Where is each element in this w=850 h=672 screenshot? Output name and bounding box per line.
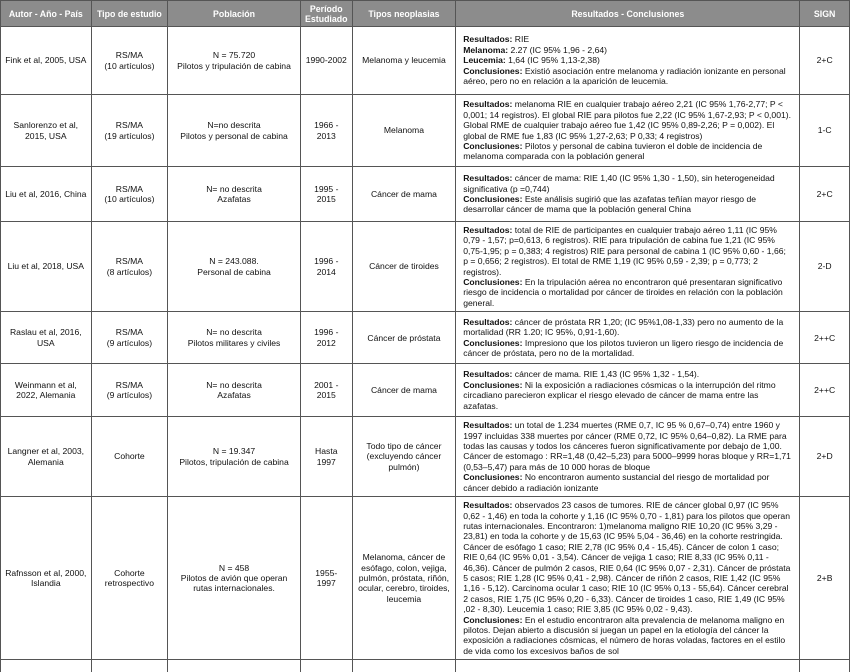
result-text: 1,64 (IC 95% 1,13-2,38) [505,55,600,66]
periodo-cell: 1966 - 2013 [300,95,352,167]
result-label: Melanoma: [463,44,509,55]
result-text: No encontraron aumento sustancial del riesgo de mortalidad por cáncer debido a radiación ionizante [463,472,770,493]
result-line [463,34,791,44]
result-label: Conclusiones: [463,379,523,390]
table-row [1,417,850,497]
tipo-line: RS/MA [115,120,143,131]
sign-cell: 2+D [800,417,850,497]
table-row [1,312,850,364]
result-text: cáncer de mama: RIE 1,40 (IC 95% 1,30 - 1,50), sin heterogeneidad significativa (p =0,744) [463,173,775,194]
periodo-cell: Hasta 1997 [300,417,352,497]
result-text: observados 23 casos de tumores. RIE de cáncer global 0,97 (IC 95% 0,62 - 1,46) en toda la cohorte y 1,16 (IC 95% 0,70 - 1,81) para los pilotos que operan rutas internacionales. Encontraron: 1)melanoma maligno RIE 10,20 (IC 95% 3,29 - 23,81) en toda la cohorte y de 15,63 (IC 95% 5,04 - 36,46) en la cohorte restringida. Cáncer de esófago 1 caso; RIE 2,78 (IC 95% 0,4 - 15,45). Cáncer de colon 1 caso; RIE 0,64 (IC 95% 0,01 - 3,54). Cáncer de vejiga 1 caso; RIE 8,33 (IC 95% 0,11 - 46,36). Cáncer de pulmón 2 casos, RIE 0,64 (IC 95% 0,07 - 2,31). Cáncer de próstata 5 casos; RIE 1,28 (IC 95% 0,41 - 2,98). Cáncer de riñón 2 casos, RIE 1,42 (IC 95% 1,16 - 5,12). Carcinoma ocular 1 caso; RIE 10 (IC 95% 0,13 - 55,64). Cáncer cerebral 2 casos, RIE 1,75 (IC 95% 0,20 - 6,33). Cáncer de tiroides 1 caso, RIE 1,49 (IC 95% ,02 - 8,30). Leucemia 1 caso; RIE 3,85 (IC 95% 0,02 - 9,43). [463,500,791,615]
neoplasias-cell: Melanoma y leucemia [352,27,456,95]
poblacion-line: N= no descrita [206,379,262,390]
tipo-cell [91,417,168,497]
result-label: Resultados: [463,500,513,511]
poblacion-line: N= no descrita [206,327,262,338]
tipo-line: RS/MA [115,50,143,61]
poblacion-line: N = 243.088. [209,256,259,267]
resultados-cell [456,364,800,417]
table-row [1,27,850,95]
poblacion-line: Azafatas [217,194,251,204]
result-line [463,66,791,87]
result-text: total de RIE de participantes en cualquier trabajo aéreo 1,11 (IC 95% 0,79 - 1,57; p=0,613, 6 registros). RIE para tripulación de cabina fue 1,21 (IC 95% 0,75-1,95; p = 0,383; 4 registros) RIE para personal de cabina 1 (IC 95% 0,60 - 1,66; p = 0,656; 2 registros). El total de RME 1,19 (IC 95% 0,59 - 2,39; p = 0,773; 2 registros). [463,225,786,277]
result-line [463,500,791,614]
result-label: Conclusiones: [463,65,523,76]
tipo-cell [91,312,168,364]
tipo-cell [91,95,168,167]
result-text: RIE [512,34,530,45]
result-text: cáncer de mama. RIE 1,43 (IC 95% 1,32 - 1,54). [512,369,700,380]
result-line [463,317,791,338]
result-label: Resultados: [463,34,513,45]
poblacion-line: N = 75.720 [212,50,256,61]
result-text: Pilotos y personal de cabina tuvieron el doble de incidencia de melanoma comparada con la población general [463,140,763,162]
tipo-line: Cohorte [114,567,145,578]
neoplasias-cell: Melanoma, cáncer de esófago, colon, vejiga, pulmón, próstata, riñón, ocular, cerebro, tiroides, leucemia [352,497,456,660]
periodo-cell: 1955- 1997 [300,497,352,660]
resultados-cell [456,497,800,660]
periodo-cell: 1996 - 2012 [300,312,352,364]
neoplasias-cell: Melanoma [352,95,456,167]
result-label: Conclusiones: [463,194,523,204]
autor-cell: Langner et al, 2003, Alemania [1,417,92,497]
periodo-cell: 1990-2002 [300,27,352,95]
result-label: Conclusiones: [463,614,523,625]
result-text: melanoma RIE en cualquier trabajo aéreo 2,21 (IC 95% 1,76-2,77; P < 0,001; 14 registros). El global RIE para pilotos fue 2,22 (IC 95% 1,67-2,93; P < 0,001). Global RME de cualquier trabajo aéreo fue 1,42 (IC 95% 0,89-2,26; P = 0,002). El global de RME fue 1,83 (IC 95% 1,27-2,63; P 0,33; 4 registros) [463,99,792,141]
header-sign: SIGN [800,1,850,27]
result-label: Resultados: [463,316,513,327]
poblacion-line: Pilotos y personal de cabina [180,130,288,141]
result-line [463,615,791,657]
poblacion-line: Pilotos militares y civiles [187,337,281,348]
header-row [1,1,850,27]
result-line [463,225,791,277]
empty-cell [352,660,456,672]
poblacion-cell [168,312,301,364]
result-text: un total de 1.234 muertes (RME 0,7, IC 95 % 0,67–0,74) entre 1960 y 1997 incluidas 338 muertes por cáncer (RME 0,72, IC 95% 0,64–0,82). La RME para todas las causas y todos los cánceres fueron significativamente por debajo de 1,00. Cáncer de estomago : RR=1,48 (0,42–5,23) para 5000–9999 horas bloque y RR=1,71 (0,53–5,47) para más de 10 000 horas de bloque [463,420,791,472]
sign-cell: 2-D [800,222,850,312]
poblacion-line: Personal de cabina [197,266,271,277]
result-label: Resultados: [463,173,513,184]
neoplasias-cell: Todo tipo de cáncer (excluyendo cáncer pulmón) [352,417,456,497]
result-text: En el estudio encontraron alta prevalencia de melanoma maligno en pilotos. Dejan abierto a discusión si juegan un papel en la etiología del cáncer la exposición a radiaciones cósmicas, el número de horas voladas, factores en el estilo de vida como los excesivos baños de sol [463,614,786,656]
sign-cell: 2++C [800,312,850,364]
empty-cell [800,660,850,672]
result-label: Leucemia: [463,55,506,66]
poblacion-line: N= no descrita [206,183,262,194]
sign-cell: 1-C [800,95,850,167]
poblacion-cell [168,27,301,95]
periodo-cell: 1995 - 2015 [300,167,352,222]
poblacion-line: N = 19.347 [212,446,256,457]
tipo-line: (9 artículos) [106,390,153,401]
table-row [1,95,850,167]
resultados-cell [456,417,800,497]
resultados-cell [456,312,800,364]
poblacion-line: Pilotos, tripulación de cabina [179,456,289,467]
autor-cell: Weinmann et al, 2022, Alemania [1,364,92,417]
poblacion-cell [168,417,301,497]
empty-cell [91,660,168,672]
sign-cell: 2+C [800,27,850,95]
poblacion-line: Azafatas [217,390,251,401]
tipo-line: RS/MA [115,183,143,194]
table-row [1,222,850,312]
autor-cell: Rafnsson et al, 2000, Islandia [1,497,92,660]
tipo-line: Cohorte [114,451,145,462]
tipo-line: RS/MA [115,327,143,338]
tipo-cell [91,27,168,95]
result-line [463,173,791,194]
tipo-line: (10 artículos) [104,60,155,71]
poblacion-line: N=no descrita [207,120,261,131]
autor-cell: Fink et al, 2005, USA [1,27,92,95]
result-line [463,99,791,141]
resultados-cell [456,167,800,222]
autor-cell: Liu et al, 2018, USA [1,222,92,312]
result-text: En la tripulación aérea no encontraron qué presentaran significativo riesgo de incidencia o mortalidad por cáncer de tiroides en relación con la población general. [463,277,783,308]
poblacion-line: Pilotos y tripulación de cabina [177,60,291,71]
empty-cell [1,660,92,672]
result-label: Resultados: [463,420,513,431]
tipo-line: RS/MA [115,256,143,267]
header-autor: Autor - Año - País [1,1,92,27]
sign-cell: 2++C [800,364,850,417]
result-line [463,472,791,493]
tipo-line: (8 artículos) [106,266,153,277]
result-line [463,277,791,308]
table-row [1,364,850,417]
result-text: Ni la exposición a radiaciones cósmicas o la interrupción del ritmo circadiano parecieron explicar el riesgo elevado de cáncer de mama entre las azafatas. [463,379,776,411]
tipo-line: (9 artículos) [106,337,153,348]
result-line [463,194,791,215]
result-line [463,380,791,411]
result-text: cáncer de próstata RR 1,20; (IC 95%1,08-1,33) pero no aumento de la mortalidad (RR 1.20; IC 95%, 0,91-1,60). [463,316,784,338]
autor-cell: Raslau et al, 2016, USA [1,312,92,364]
sign-cell: 2+C [800,167,850,222]
neoplasias-cell: Cáncer de mama [352,167,456,222]
result-label: Conclusiones: [463,277,523,288]
result-line [463,369,791,379]
result-label: Resultados: [463,99,513,110]
result-label: Resultados: [463,369,513,380]
poblacion-cell [168,497,301,660]
result-text: 2.27 (IC 95% 1,96 - 2,64) [508,44,607,55]
empty-cell [300,660,352,672]
poblacion-cell [168,364,301,417]
tipo-cell [91,222,168,312]
result-line [463,141,791,162]
result-label: Conclusiones: [463,337,523,348]
table-row [1,497,850,660]
result-line [463,338,791,359]
header-tipo: Tipo de estudio [91,1,168,27]
result-line [463,45,791,55]
periodo-cell: 1996 - 2014 [300,222,352,312]
header-periodo: Período Estudiado [300,1,352,27]
result-line [463,420,791,472]
result-label: Conclusiones: [463,472,523,483]
result-text: Impresiono que los pilotos tuvieron un ligero riesgo de incidencia de cáncer de próstata, pero no de la mortalidad. [463,337,784,359]
table-row [1,167,850,222]
empty-cell [456,660,800,672]
poblacion-cell [168,222,301,312]
poblacion-cell [168,95,301,167]
header-poblacion: Población [168,1,301,27]
autor-cell: Liu et al, 2016, China [1,167,92,222]
poblacion-line: N = 458 [218,562,250,573]
result-label: Resultados: [463,225,513,235]
table-row-next [1,660,850,672]
resultados-cell [456,27,800,95]
autor-cell: Sanlorenzo et al, 2015, USA [1,95,92,167]
resultados-cell [456,222,800,312]
tipo-line: (19 artículos) [104,130,155,141]
tipo-cell [91,497,168,660]
tipo-cell [91,364,168,417]
neoplasias-cell: Cáncer de mama [352,364,456,417]
header-resultados: Resultados - Conclusiones [456,1,800,27]
tipo-line: (10 artículos) [104,194,155,204]
periodo-cell: 2001 - 2015 [300,364,352,417]
poblacion-line: Pilotos de avión que operan rutas internacionales. [180,572,288,594]
sign-cell: 2+B [800,497,850,660]
result-line [463,55,791,65]
empty-cell [168,660,301,672]
resultados-cell [456,95,800,167]
tipo-cell [91,167,168,222]
tipo-line: retrospectivo [104,578,154,589]
poblacion-cell [168,167,301,222]
header-neoplasias: Tipos neoplasias [352,1,456,27]
result-text: Existió asociación entre melanoma y radiación ionizante en personal aéreo, pero no en relación a la aparición de leucemia. [463,65,786,87]
neoplasias-cell: Cáncer de próstata [352,312,456,364]
result-text: Este análisis sugirió que las azafatas teñían mayor riesgo de desarrollar cáncer de mama que la población general China [463,194,757,215]
tipo-line: RS/MA [115,379,143,390]
result-label: Conclusiones: [463,140,523,151]
neoplasias-cell: Cáncer de tiroides [352,222,456,312]
